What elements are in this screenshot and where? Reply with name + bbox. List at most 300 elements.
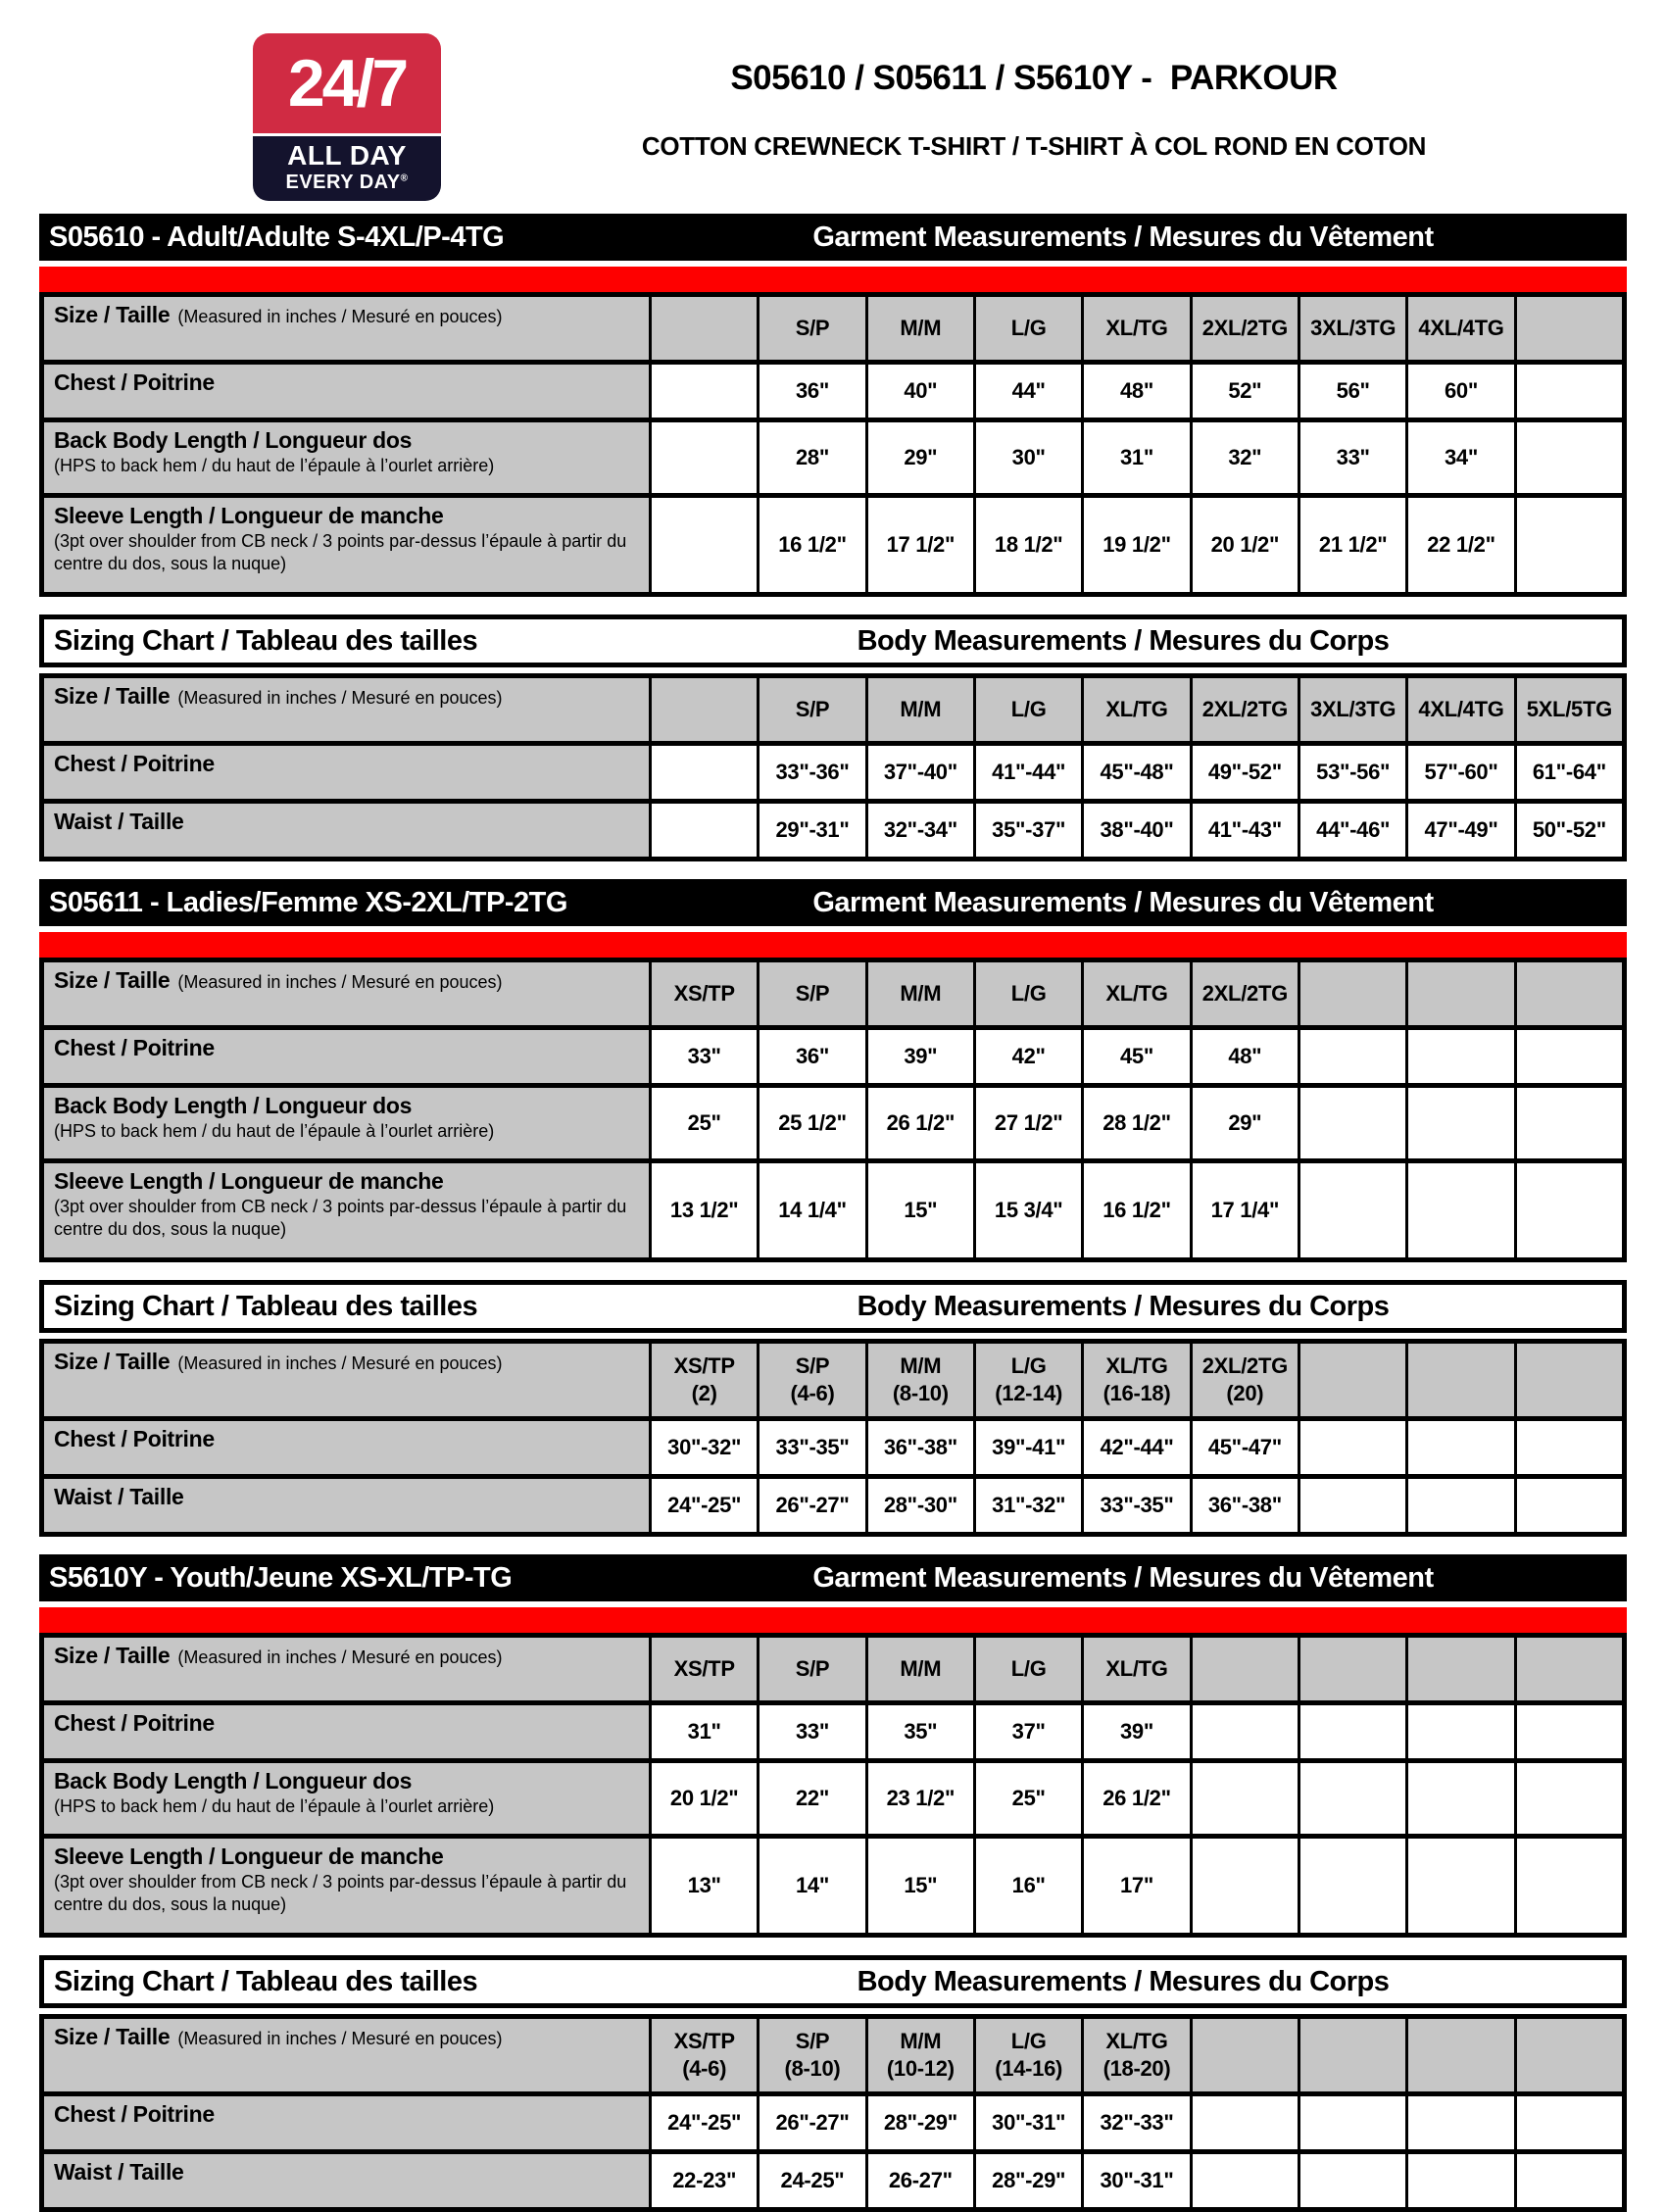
measurement-value-cell: 30" — [976, 422, 1081, 493]
row-label — [54, 1642, 639, 1696]
size-column-label: 3XL/3TG — [1310, 697, 1396, 721]
size-column-header-cell — [652, 1344, 757, 1416]
size-column-sublabel: (2) — [691, 1381, 717, 1405]
row-label-cell — [44, 1479, 649, 1532]
measurement-value-cell — [1517, 498, 1622, 592]
measurement-value-cell: 36" — [760, 365, 864, 418]
measurement-value-cell: 29" — [1193, 1088, 1298, 1158]
measurement-value-cell: 26-27" — [868, 2154, 973, 2207]
size-column-header-cell — [868, 1344, 973, 1416]
size-column-header-cell — [1193, 1638, 1298, 1700]
section-header-bar — [39, 1554, 1627, 1601]
row-label-main: Waist / Taille — [54, 1484, 184, 1509]
sections-container — [39, 214, 1627, 2212]
size-column-label: 2XL/2TG — [1201, 1353, 1288, 1378]
measurement-value-cell: 38"-40" — [1084, 804, 1189, 857]
size-column-sublabel: (16-18) — [1102, 1381, 1171, 1405]
size-column-sublabel: (20) — [1226, 1381, 1264, 1405]
row-label-cell — [44, 678, 649, 741]
measurement-value-cell: 17 1/2" — [868, 498, 973, 592]
row-label — [54, 1483, 639, 1528]
measurement-value-cell: 15 3/4" — [976, 1163, 1081, 1257]
product-title: S05610 / S05611 / S5610Y - PARKOUR — [730, 59, 1338, 97]
size-column-sublabel: (8-10) — [892, 1381, 949, 1405]
body-measurements-title: Body Measurements / Mesures du Corps — [857, 1290, 1390, 1322]
measurement-value-cell: 28"-29" — [976, 2154, 1081, 2207]
row-label-sub: (HPS to back hem / du haut de l’épaule à l’ourlet arrière) — [54, 1795, 495, 1816]
row-label-main: Chest / Poitrine — [54, 1710, 215, 1736]
measurement-value-cell: 36"-38" — [868, 1421, 973, 1474]
red-accent-stripe — [39, 267, 1627, 292]
section-header-bar — [39, 879, 1627, 926]
measurement-value-cell: 44"-46" — [1300, 804, 1405, 857]
row-label-sub: (Measured in inches / Mesuré en pouces) — [177, 972, 503, 992]
row-label-main: Back Body Length / Longueur dos — [54, 1093, 413, 1118]
size-column-header-cell — [652, 1638, 757, 1700]
size-column-header-cell — [1300, 1638, 1405, 1700]
size-column-label: XS/TP — [673, 1656, 735, 1681]
size-column-label: XS/TP — [673, 1353, 735, 1378]
section-title: S05610 - Adult/Adulte S-4XL/P-4TG — [49, 221, 505, 253]
measurement-value-cell: 39" — [1084, 1705, 1189, 1758]
row-label-main: Size / Taille — [54, 1349, 171, 1374]
size-column-label: 4XL/4TG — [1418, 316, 1504, 340]
row-label — [54, 750, 639, 795]
measurement-value-cell: 32"-34" — [868, 804, 973, 857]
red-accent-stripe — [39, 1607, 1627, 1633]
size-column-label: M/M — [900, 1656, 942, 1681]
measurement-value-cell: 30"-32" — [652, 1421, 757, 1474]
size-column-header-cell — [1408, 297, 1513, 360]
logo-all-day-text: ALL DAY — [287, 140, 407, 171]
size-column-sublabel: (12-14) — [995, 1381, 1063, 1405]
measurement-value-cell: 28" — [760, 422, 864, 493]
measurement-value-cell: 32"-33" — [1084, 2096, 1189, 2149]
red-accent-stripe — [39, 932, 1627, 958]
size-column-label: XL/TG — [1105, 981, 1168, 1006]
measurement-value-cell — [1300, 2096, 1405, 2149]
garment-measurements-title: Garment Measurements / Mesures du Vêtement — [812, 1561, 1434, 1594]
measurement-value-cell: 42"-44" — [1084, 1421, 1189, 1474]
measurement-value-cell — [1517, 422, 1622, 493]
size-column-label: L/G — [1010, 2029, 1047, 2053]
measurement-value-cell: 39" — [868, 1030, 973, 1083]
size-column-header-cell — [1193, 297, 1298, 360]
row-label — [54, 1709, 639, 1754]
size-column-label: 2XL/2TG — [1201, 316, 1288, 340]
row-label-sub: (Measured in inches / Mesuré en pouces) — [177, 1647, 503, 1667]
measurement-value-cell: 52" — [1193, 365, 1298, 418]
body-measurements-table — [39, 2014, 1627, 2212]
size-column-header-cell — [976, 297, 1081, 360]
row-label-sub: (Measured in inches / Mesuré en pouces) — [177, 2029, 503, 2048]
section-title: S5610Y - Youth/Jeune XS-XL/TP-TG — [49, 1561, 513, 1594]
size-column-label: L/G — [1010, 316, 1047, 340]
measurement-value-cell: 41"-44" — [976, 746, 1081, 799]
size-column-header-cell — [868, 678, 973, 741]
row-label — [54, 426, 639, 489]
row-label-cell — [44, 2154, 649, 2207]
body-measurements-table — [39, 1339, 1627, 1537]
row-label — [54, 682, 639, 737]
measurement-value-cell — [1517, 1839, 1622, 1933]
measurement-value-cell: 39"-41" — [976, 1421, 1081, 1474]
measurement-value-cell: 56" — [1300, 365, 1405, 418]
measurement-value-cell — [652, 746, 757, 799]
measurement-value-cell: 60" — [1408, 365, 1513, 418]
row-label — [54, 502, 639, 588]
measurement-value-cell: 33" — [1300, 422, 1405, 493]
measurement-value-cell — [652, 365, 757, 418]
size-column-header-cell — [1408, 962, 1513, 1025]
measurement-value-cell: 28"-29" — [868, 2096, 973, 2149]
row-label-cell — [44, 1705, 649, 1758]
row-label — [54, 1425, 639, 1470]
measurement-value-cell — [1517, 365, 1622, 418]
sizing-chart-title: Sizing Chart / Tableau des tailles — [54, 624, 478, 657]
size-column-label: XL/TG — [1105, 2029, 1168, 2053]
row-label-cell — [44, 2019, 649, 2091]
size-column-label: L/G — [1010, 1353, 1047, 1378]
size-column-label: 5XL/5TG — [1526, 697, 1612, 721]
size-column-sublabel: (14-16) — [995, 2056, 1063, 2081]
row-label-cell — [44, 498, 649, 592]
row-label-cell — [44, 746, 649, 799]
row-label-cell — [44, 1030, 649, 1083]
size-column-label: XL/TG — [1105, 697, 1168, 721]
garment-measurements-title: Garment Measurements / Mesures du Vêtement — [812, 221, 1434, 253]
measurement-value-cell — [1300, 1763, 1405, 1834]
row-label — [54, 1843, 639, 1929]
size-column-label: 3XL/3TG — [1310, 316, 1396, 340]
measurement-value-cell — [1300, 1030, 1405, 1083]
row-label-cell — [44, 422, 649, 493]
measurement-value-cell — [1408, 1839, 1513, 1933]
measurement-value-cell — [1300, 1421, 1405, 1474]
sizing-chart-bar — [39, 614, 1627, 667]
measurement-value-cell — [1193, 1705, 1298, 1758]
measurement-value-cell: 31" — [1084, 422, 1189, 493]
measurement-value-cell — [1408, 1030, 1513, 1083]
logo-24-7-text: 24/7 — [287, 46, 407, 121]
size-column-header-cell — [1300, 962, 1405, 1025]
page-header — [39, 33, 1627, 198]
measurement-value-cell — [1517, 2096, 1622, 2149]
measurement-value-cell: 15" — [868, 1839, 973, 1933]
size-column-header-cell — [760, 962, 864, 1025]
row-label-main: Chest / Poitrine — [54, 2101, 215, 2127]
measurement-value-cell — [1517, 2154, 1622, 2207]
measurement-value-cell — [1408, 1479, 1513, 1532]
size-column-header-cell — [760, 2019, 864, 2091]
size-column-header-cell — [1084, 678, 1189, 741]
logo-every-day-text — [253, 172, 441, 192]
size-column-label: 2XL/2TG — [1201, 697, 1288, 721]
sizing-chart-title: Sizing Chart / Tableau des tailles — [54, 1965, 478, 1997]
garment-measurements-table — [39, 958, 1627, 1262]
section-header-bar — [39, 214, 1627, 261]
size-column-header-cell — [1517, 678, 1622, 741]
size-column-header-cell — [1300, 678, 1405, 741]
measurement-value-cell — [1408, 1705, 1513, 1758]
sizing-chart-title: Sizing Chart / Tableau des tailles — [54, 1290, 478, 1322]
measurement-value-cell — [1517, 1421, 1622, 1474]
row-label-main: Sleeve Length / Longueur de manche — [54, 503, 444, 528]
section-title: S05611 - Ladies/Femme XS-2XL/TP-2TG — [49, 886, 567, 918]
measurement-value-cell: 37" — [976, 1705, 1081, 1758]
measurement-value-cell: 35" — [868, 1705, 973, 1758]
measurement-value-cell: 33" — [652, 1030, 757, 1083]
size-column-header-cell — [868, 962, 973, 1025]
size-column-header-cell — [1193, 678, 1298, 741]
size-column-label: XS/TP — [673, 981, 735, 1006]
product-subtitle: COTTON CREWNECK T-SHIRT / T-SHIRT À COL ROND EN COTON — [641, 131, 1427, 161]
measurement-value-cell: 49"-52" — [1193, 746, 1298, 799]
measurement-value-cell: 16" — [976, 1839, 1081, 1933]
row-label-sub: (HPS to back hem / du haut de l’épaule à l’ourlet arrière) — [54, 455, 495, 475]
size-column-sublabel: (8-10) — [784, 2056, 841, 2081]
measurement-value-cell: 26"-27" — [760, 1479, 864, 1532]
measurement-value-cell — [1517, 1088, 1622, 1158]
row-label-main: Size / Taille — [54, 2024, 171, 2049]
size-column-header-cell — [1193, 962, 1298, 1025]
size-column-header-cell — [868, 297, 973, 360]
measurement-value-cell: 21 1/2" — [1300, 498, 1405, 592]
measurement-value-cell: 33"-35" — [760, 1421, 864, 1474]
size-column-label: XS/TP — [673, 2029, 735, 2053]
size-column-header-cell — [976, 962, 1081, 1025]
row-label-main: Size / Taille — [54, 1643, 171, 1668]
measurement-value-cell: 36"-38" — [1193, 1479, 1298, 1532]
row-label-main: Sleeve Length / Longueur de manche — [54, 1843, 444, 1869]
measurement-value-cell: 57"-60" — [1408, 746, 1513, 799]
size-column-sublabel: (4-6) — [790, 1381, 835, 1405]
size-column-label: S/P — [795, 1656, 830, 1681]
row-label-main: Sleeve Length / Longueur de manche — [54, 1168, 444, 1194]
size-column-header-cell — [760, 1344, 864, 1416]
measurement-value-cell: 61"-64" — [1517, 746, 1622, 799]
size-column-header-cell — [760, 1638, 864, 1700]
measurement-value-cell: 14" — [760, 1839, 864, 1933]
row-label-main: Back Body Length / Longueur dos — [54, 1768, 413, 1794]
measurement-value-cell — [652, 804, 757, 857]
size-column-header-cell — [652, 962, 757, 1025]
row-label-sub: (3pt over shoulder from CB neck / 3 points par-dessus l’épaule à partir du centre du dos, sous la nuque) — [54, 1196, 627, 1240]
row-label-main: Size / Taille — [54, 967, 171, 993]
measurement-value-cell: 16 1/2" — [760, 498, 864, 592]
measurement-value-cell — [1517, 1030, 1622, 1083]
measurement-value-cell — [1300, 1705, 1405, 1758]
brand-logo — [253, 33, 441, 198]
row-label-cell — [44, 297, 649, 360]
measurement-value-cell: 27 1/2" — [976, 1088, 1081, 1158]
measurement-value-cell: 16 1/2" — [1084, 1163, 1189, 1257]
measurement-value-cell: 29"-31" — [760, 804, 864, 857]
measurement-value-cell — [652, 498, 757, 592]
size-column-label: L/G — [1010, 697, 1047, 721]
measurement-value-cell — [1408, 1763, 1513, 1834]
registered-trademark-symbol: ® — [400, 172, 409, 184]
row-label-main: Chest / Poitrine — [54, 1035, 215, 1060]
garment-measurements-table — [39, 292, 1627, 597]
row-label — [54, 301, 639, 356]
measurement-value-cell: 33"-36" — [760, 746, 864, 799]
measurement-value-cell — [1517, 1479, 1622, 1532]
measurement-value-cell: 53"-56" — [1300, 746, 1405, 799]
measurement-value-cell: 34" — [1408, 422, 1513, 493]
measurement-value-cell: 31" — [652, 1705, 757, 1758]
measurement-value-cell — [1300, 1163, 1405, 1257]
size-column-header-cell — [976, 678, 1081, 741]
size-column-header-cell — [976, 1638, 1081, 1700]
row-label-cell — [44, 1163, 649, 1257]
measurement-value-cell: 45"-48" — [1084, 746, 1189, 799]
row-label — [54, 1167, 639, 1253]
row-label-main: Back Body Length / Longueur dos — [54, 427, 413, 453]
row-label — [54, 1034, 639, 1079]
logo-every-day-label: EVERY DAY — [285, 172, 401, 193]
measurement-value-cell — [1517, 1705, 1622, 1758]
row-label-main: Chest / Poitrine — [54, 751, 215, 776]
measurement-value-cell: 48" — [1193, 1030, 1298, 1083]
measurement-value-cell: 23 1/2" — [868, 1763, 973, 1834]
measurement-value-cell: 15" — [868, 1163, 973, 1257]
measurement-value-cell: 36" — [760, 1030, 864, 1083]
measurement-value-cell — [1193, 2096, 1298, 2149]
size-column-header-cell — [1517, 297, 1622, 360]
size-column-sublabel: (18-20) — [1102, 2056, 1171, 2081]
size-column-label: M/M — [900, 316, 942, 340]
measurement-value-cell: 31"-32" — [976, 1479, 1081, 1532]
size-column-label: M/M — [900, 981, 942, 1006]
measurement-value-cell: 22 1/2" — [1408, 498, 1513, 592]
measurement-value-cell: 22-23" — [652, 2154, 757, 2207]
measurement-value-cell: 26"-27" — [760, 2096, 864, 2149]
size-column-label: M/M — [900, 1353, 942, 1378]
measurement-value-cell: 45"-47" — [1193, 1421, 1298, 1474]
size-column-header-cell — [1084, 962, 1189, 1025]
measurement-value-cell: 28"-30" — [868, 1479, 973, 1532]
row-label — [54, 2100, 639, 2145]
body-measurements-table — [39, 673, 1627, 861]
measurement-value-cell — [1193, 2154, 1298, 2207]
measurement-value-cell: 28 1/2" — [1084, 1088, 1189, 1158]
size-column-header-cell — [1408, 1638, 1513, 1700]
size-column-label: XL/TG — [1105, 1656, 1168, 1681]
size-column-header-cell — [1084, 2019, 1189, 2091]
measurement-value-cell: 13 1/2" — [652, 1163, 757, 1257]
size-column-header-cell — [1517, 2019, 1622, 2091]
measurement-value-cell — [1408, 2096, 1513, 2149]
size-column-sublabel: (4-6) — [682, 2056, 727, 2081]
measurement-value-cell — [1408, 1163, 1513, 1257]
size-column-header-cell — [760, 678, 864, 741]
size-column-header-cell — [1517, 1638, 1622, 1700]
size-column-label: 4XL/4TG — [1418, 697, 1504, 721]
row-label-cell — [44, 1839, 649, 1933]
row-label — [54, 966, 639, 1021]
size-column-label: S/P — [795, 2029, 830, 2053]
measurement-value-cell: 17 1/4" — [1193, 1163, 1298, 1257]
measurement-value-cell: 33"-35" — [1084, 1479, 1189, 1532]
row-label-sub: (Measured in inches / Mesuré en pouces) — [177, 1353, 503, 1373]
size-column-header-cell — [1300, 297, 1405, 360]
row-label-sub: (Measured in inches / Mesuré en pouces) — [177, 688, 503, 708]
size-column-header-cell — [976, 1344, 1081, 1416]
measurement-value-cell: 41"-43" — [1193, 804, 1298, 857]
size-column-header-cell — [1193, 1344, 1298, 1416]
size-column-header-cell — [1084, 1344, 1189, 1416]
row-label-main: Chest / Poitrine — [54, 1426, 215, 1451]
measurement-value-cell — [1300, 2154, 1405, 2207]
measurement-value-cell: 50"-52" — [1517, 804, 1622, 857]
measurement-value-cell: 30"-31" — [976, 2096, 1081, 2149]
measurement-value-cell: 33" — [760, 1705, 864, 1758]
measurement-value-cell: 40" — [868, 365, 973, 418]
logo-all-day-every-day-block — [253, 136, 441, 201]
measurement-value-cell: 45" — [1084, 1030, 1189, 1083]
measurement-value-cell: 19 1/2" — [1084, 498, 1189, 592]
size-column-header-cell — [976, 2019, 1081, 2091]
measurement-value-cell — [1193, 1839, 1298, 1933]
row-label — [54, 1348, 639, 1412]
size-column-header-cell — [1300, 2019, 1405, 2091]
measurement-value-cell: 47"-49" — [1408, 804, 1513, 857]
row-label-sub: (Measured in inches / Mesuré en pouces) — [177, 307, 503, 326]
measurement-value-cell — [1300, 1088, 1405, 1158]
product-section-adult — [39, 214, 1627, 861]
garment-measurements-title: Garment Measurements / Mesures du Vêtement — [812, 886, 1434, 918]
measurement-value-cell — [1408, 2154, 1513, 2207]
body-measurements-title: Body Measurements / Mesures du Corps — [857, 1965, 1390, 1997]
size-column-label: L/G — [1010, 1656, 1047, 1681]
product-section-ladies — [39, 879, 1627, 1537]
measurement-value-cell — [652, 422, 757, 493]
row-label — [54, 1092, 639, 1155]
row-label-sub: (HPS to back hem / du haut de l’épaule à l’ourlet arrière) — [54, 1120, 495, 1141]
measurement-value-cell: 17" — [1084, 1839, 1189, 1933]
row-label-cell — [44, 1421, 649, 1474]
measurement-value-cell: 20 1/2" — [652, 1763, 757, 1834]
row-label-cell — [44, 1344, 649, 1416]
size-column-label: L/G — [1010, 981, 1047, 1006]
size-column-label: S/P — [795, 697, 830, 721]
size-column-label: M/M — [900, 2029, 942, 2053]
size-column-sublabel: (10-12) — [886, 2056, 955, 2081]
size-column-header-cell — [1408, 2019, 1513, 2091]
measurement-value-cell: 22" — [760, 1763, 864, 1834]
size-column-header-cell — [1084, 297, 1189, 360]
logo-24-7-block — [253, 33, 441, 133]
row-label-cell — [44, 365, 649, 418]
measurement-value-cell: 35"-37" — [976, 804, 1081, 857]
row-label-sub: (3pt over shoulder from CB neck / 3 points par-dessus l’épaule à partir du centre du dos, sous la nuque) — [54, 530, 627, 574]
measurement-value-cell: 26 1/2" — [868, 1088, 973, 1158]
measurement-value-cell: 25" — [976, 1763, 1081, 1834]
measurement-value-cell: 32" — [1193, 422, 1298, 493]
size-column-label: M/M — [900, 697, 942, 721]
row-label — [54, 2158, 639, 2203]
size-column-header-cell — [868, 1638, 973, 1700]
body-measurements-title: Body Measurements / Mesures du Corps — [857, 624, 1390, 657]
row-label-main: Size / Taille — [54, 683, 171, 709]
size-column-header-cell — [1193, 2019, 1298, 2091]
row-label — [54, 808, 639, 853]
size-column-label: S/P — [795, 981, 830, 1006]
size-column-header-cell — [652, 297, 757, 360]
measurement-value-cell: 25 1/2" — [760, 1088, 864, 1158]
row-label-cell — [44, 1638, 649, 1700]
